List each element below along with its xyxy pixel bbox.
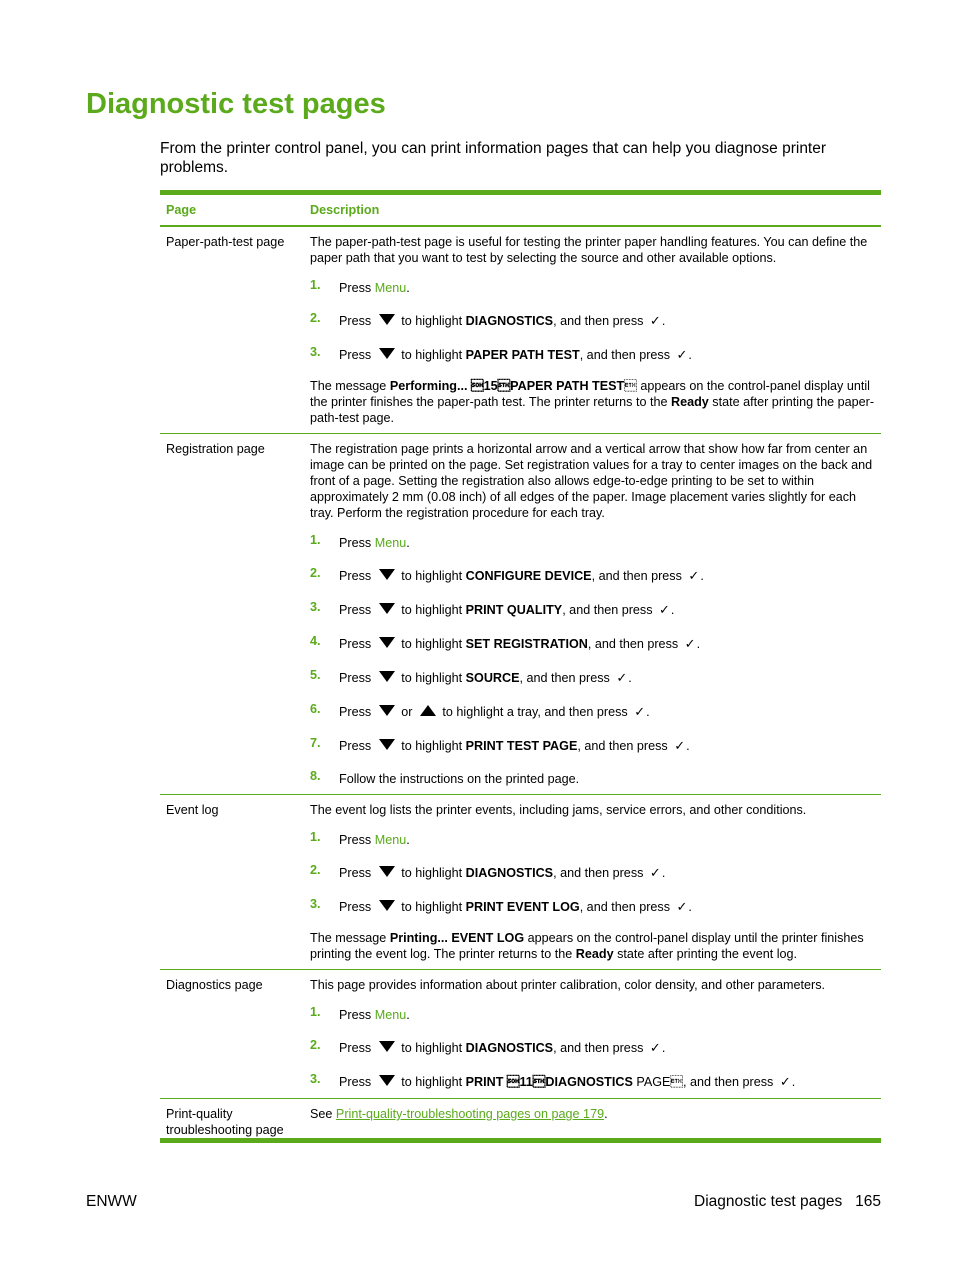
step-item: 2. Press to highlight DIAGNOSTICS, and then press ✓. (310, 311, 666, 328)
step-number: 8. (310, 769, 321, 783)
see-reference: See Print-quality-troubleshooting pages on page 179. (310, 1107, 608, 1121)
step-item: 3. Press to highlight PRINT EVENT LOG, and then press ✓. (310, 897, 692, 914)
down-arrow-icon (379, 1041, 395, 1052)
steps-list (310, 535, 877, 787)
up-arrow-icon (420, 705, 436, 716)
down-arrow-icon (379, 900, 395, 911)
description-cell (304, 1099, 881, 1138)
checkmark-icon: ✓ (688, 568, 700, 583)
note-text: The message Performing... 15PAPER PATH TEST appears on the control-panel display until the printer finishes the paper-path test. The printer returns to the Ready state after printing the paper-path-test page. (310, 379, 875, 425)
step-item: 4. Press to highlight SET REGISTRATION, and then press ✓. (310, 634, 701, 651)
step-item: 8. Follow the instructions on the printed page. (310, 769, 580, 786)
step-number: 3. (310, 600, 321, 614)
diagnostic-pages-table (160, 190, 881, 1143)
down-arrow-icon (379, 603, 395, 614)
footer-left: ENWW (86, 1193, 137, 1210)
description-cell (304, 795, 881, 969)
step-number: 2. (310, 566, 321, 580)
step-number: 3. (310, 1072, 321, 1086)
table-row (160, 969, 881, 1098)
column-header-page: Page (166, 203, 197, 217)
checkmark-icon: ✓ (616, 670, 628, 685)
step-number: 1. (310, 830, 321, 844)
step-item: 1. Press Menu. (310, 533, 410, 550)
menu-key-label: Menu (374, 536, 407, 550)
checkmark-icon: ✓ (649, 865, 661, 880)
table-body (160, 227, 881, 1138)
page-name-cell: Registration page (166, 442, 265, 456)
table-row (160, 794, 881, 969)
down-arrow-icon (379, 671, 395, 682)
step-item: 3. Press to highlight PRINT QUALITY, and then press ✓. (310, 600, 675, 617)
step-item: 3. Press to highlight PRINT 11DIAGNOSTICS PAGE, and then press ✓. (310, 1072, 796, 1089)
menu-key-label: Menu (374, 1008, 407, 1022)
step-item: 2. Press to highlight DIAGNOSTICS, and then press ✓. (310, 1038, 666, 1055)
step-number: 2. (310, 1038, 321, 1052)
page-number: 165 (855, 1193, 881, 1210)
steps-list (310, 1007, 877, 1091)
checkmark-icon: ✓ (659, 602, 670, 617)
page-name-cell: Diagnostics page (166, 978, 263, 992)
page-name-cell: Paper-path-test page (166, 235, 285, 249)
description-cell (304, 434, 881, 794)
step-number: 2. (310, 863, 321, 877)
table-header (160, 195, 881, 227)
description-text: The paper-path-test page is useful for testing the printer paper handling features. You can define the paper path that you want to test by selecting the source and other available options. (310, 235, 868, 265)
table-row (160, 1098, 881, 1138)
step-item: 6. Press or to highlight a tray, and then press ✓. (310, 702, 650, 719)
step-number: 7. (310, 736, 321, 750)
step-item: 1. Press Menu. (310, 1005, 410, 1022)
step-item: 1. Press Menu. (310, 278, 410, 295)
checkmark-icon: ✓ (649, 1040, 661, 1055)
description-text: The event log lists the printer events, including jams, service errors, and other conditions. (310, 803, 807, 817)
checkmark-icon: ✓ (684, 636, 696, 651)
steps-list (310, 280, 877, 364)
checkmark-icon: ✓ (674, 738, 686, 753)
step-item: 5. Press to highlight SOURCE, and then press ✓. (310, 668, 632, 685)
cross-reference-link[interactable]: Print-quality-troubleshooting pages on page 179 (335, 1107, 605, 1121)
down-arrow-icon (379, 866, 395, 877)
step-item: 1. Press Menu. (310, 830, 410, 847)
menu-key-label: Menu (374, 833, 407, 847)
column-header-description: Description (310, 203, 380, 217)
step-number: 6. (310, 702, 321, 716)
step-number: 4. (310, 634, 321, 648)
down-arrow-icon (379, 705, 395, 716)
description-text: This page provides information about printer calibration, color density, and other parameters. (310, 978, 825, 992)
page-name-cell: Event log (166, 803, 219, 817)
step-number: 3. (310, 345, 321, 359)
checkmark-icon: ✓ (676, 899, 688, 914)
menu-key-label: Menu (374, 281, 407, 295)
down-arrow-icon (379, 637, 395, 648)
page-name-cell: Print-quality troubleshooting page (166, 1107, 284, 1137)
description-text: The registration page prints a horizontal arrow and a vertical arrow that show how far from center an image can be printed on the page. Set registration values for a tray to center images on the back and front of a page. Setting the registration also allows edge-to-edge printing to be set to within approximately 2 mm (0.08 inch) of all edges of the paper. Image placement varies slightly for each tray. Perform the registration procedure for each tray. (310, 442, 873, 520)
step-item: 3. Press to highlight PAPER PATH TEST, and then press ✓. (310, 345, 692, 362)
checkmark-icon: ✓ (649, 313, 661, 328)
checkmark-icon: ✓ (634, 704, 646, 719)
step-number: 1. (310, 533, 321, 547)
step-number: 3. (310, 897, 321, 911)
checkmark-icon: ✓ (779, 1074, 791, 1089)
step-item: 7. Press to highlight PRINT TEST PAGE, and then press ✓. (310, 736, 690, 753)
table-row (160, 433, 881, 794)
steps-list (310, 832, 877, 916)
footer-right (694, 1193, 881, 1211)
table-row (160, 227, 881, 433)
step-item: 2. Press to highlight DIAGNOSTICS, and then press ✓. (310, 863, 666, 880)
footer-section-title: Diagnostic test pages (694, 1193, 843, 1210)
note-text: The message Printing... EVENT LOG appears on the control-panel display until the printer finishes printing the event log. The printer returns to the Ready state after printing the event log. (310, 931, 864, 961)
down-arrow-icon (379, 739, 395, 750)
down-arrow-icon (379, 1075, 395, 1086)
step-number: 5. (310, 668, 321, 682)
down-arrow-icon (379, 314, 395, 325)
down-arrow-icon (379, 569, 395, 580)
description-cell (304, 227, 881, 433)
checkmark-icon: ✓ (676, 347, 688, 362)
step-number: 1. (310, 278, 321, 292)
intro-paragraph: From the printer control panel, you can print information pages that can help you diagnose printer problems. (160, 140, 827, 176)
step-item: 2. Press to highlight CONFIGURE DEVICE, and then press ✓. (310, 566, 704, 583)
step-number: 1. (310, 1005, 321, 1019)
description-cell (304, 970, 881, 1098)
step-number: 2. (310, 311, 321, 325)
down-arrow-icon (379, 348, 395, 359)
page-title: Diagnostic test pages (86, 88, 386, 120)
